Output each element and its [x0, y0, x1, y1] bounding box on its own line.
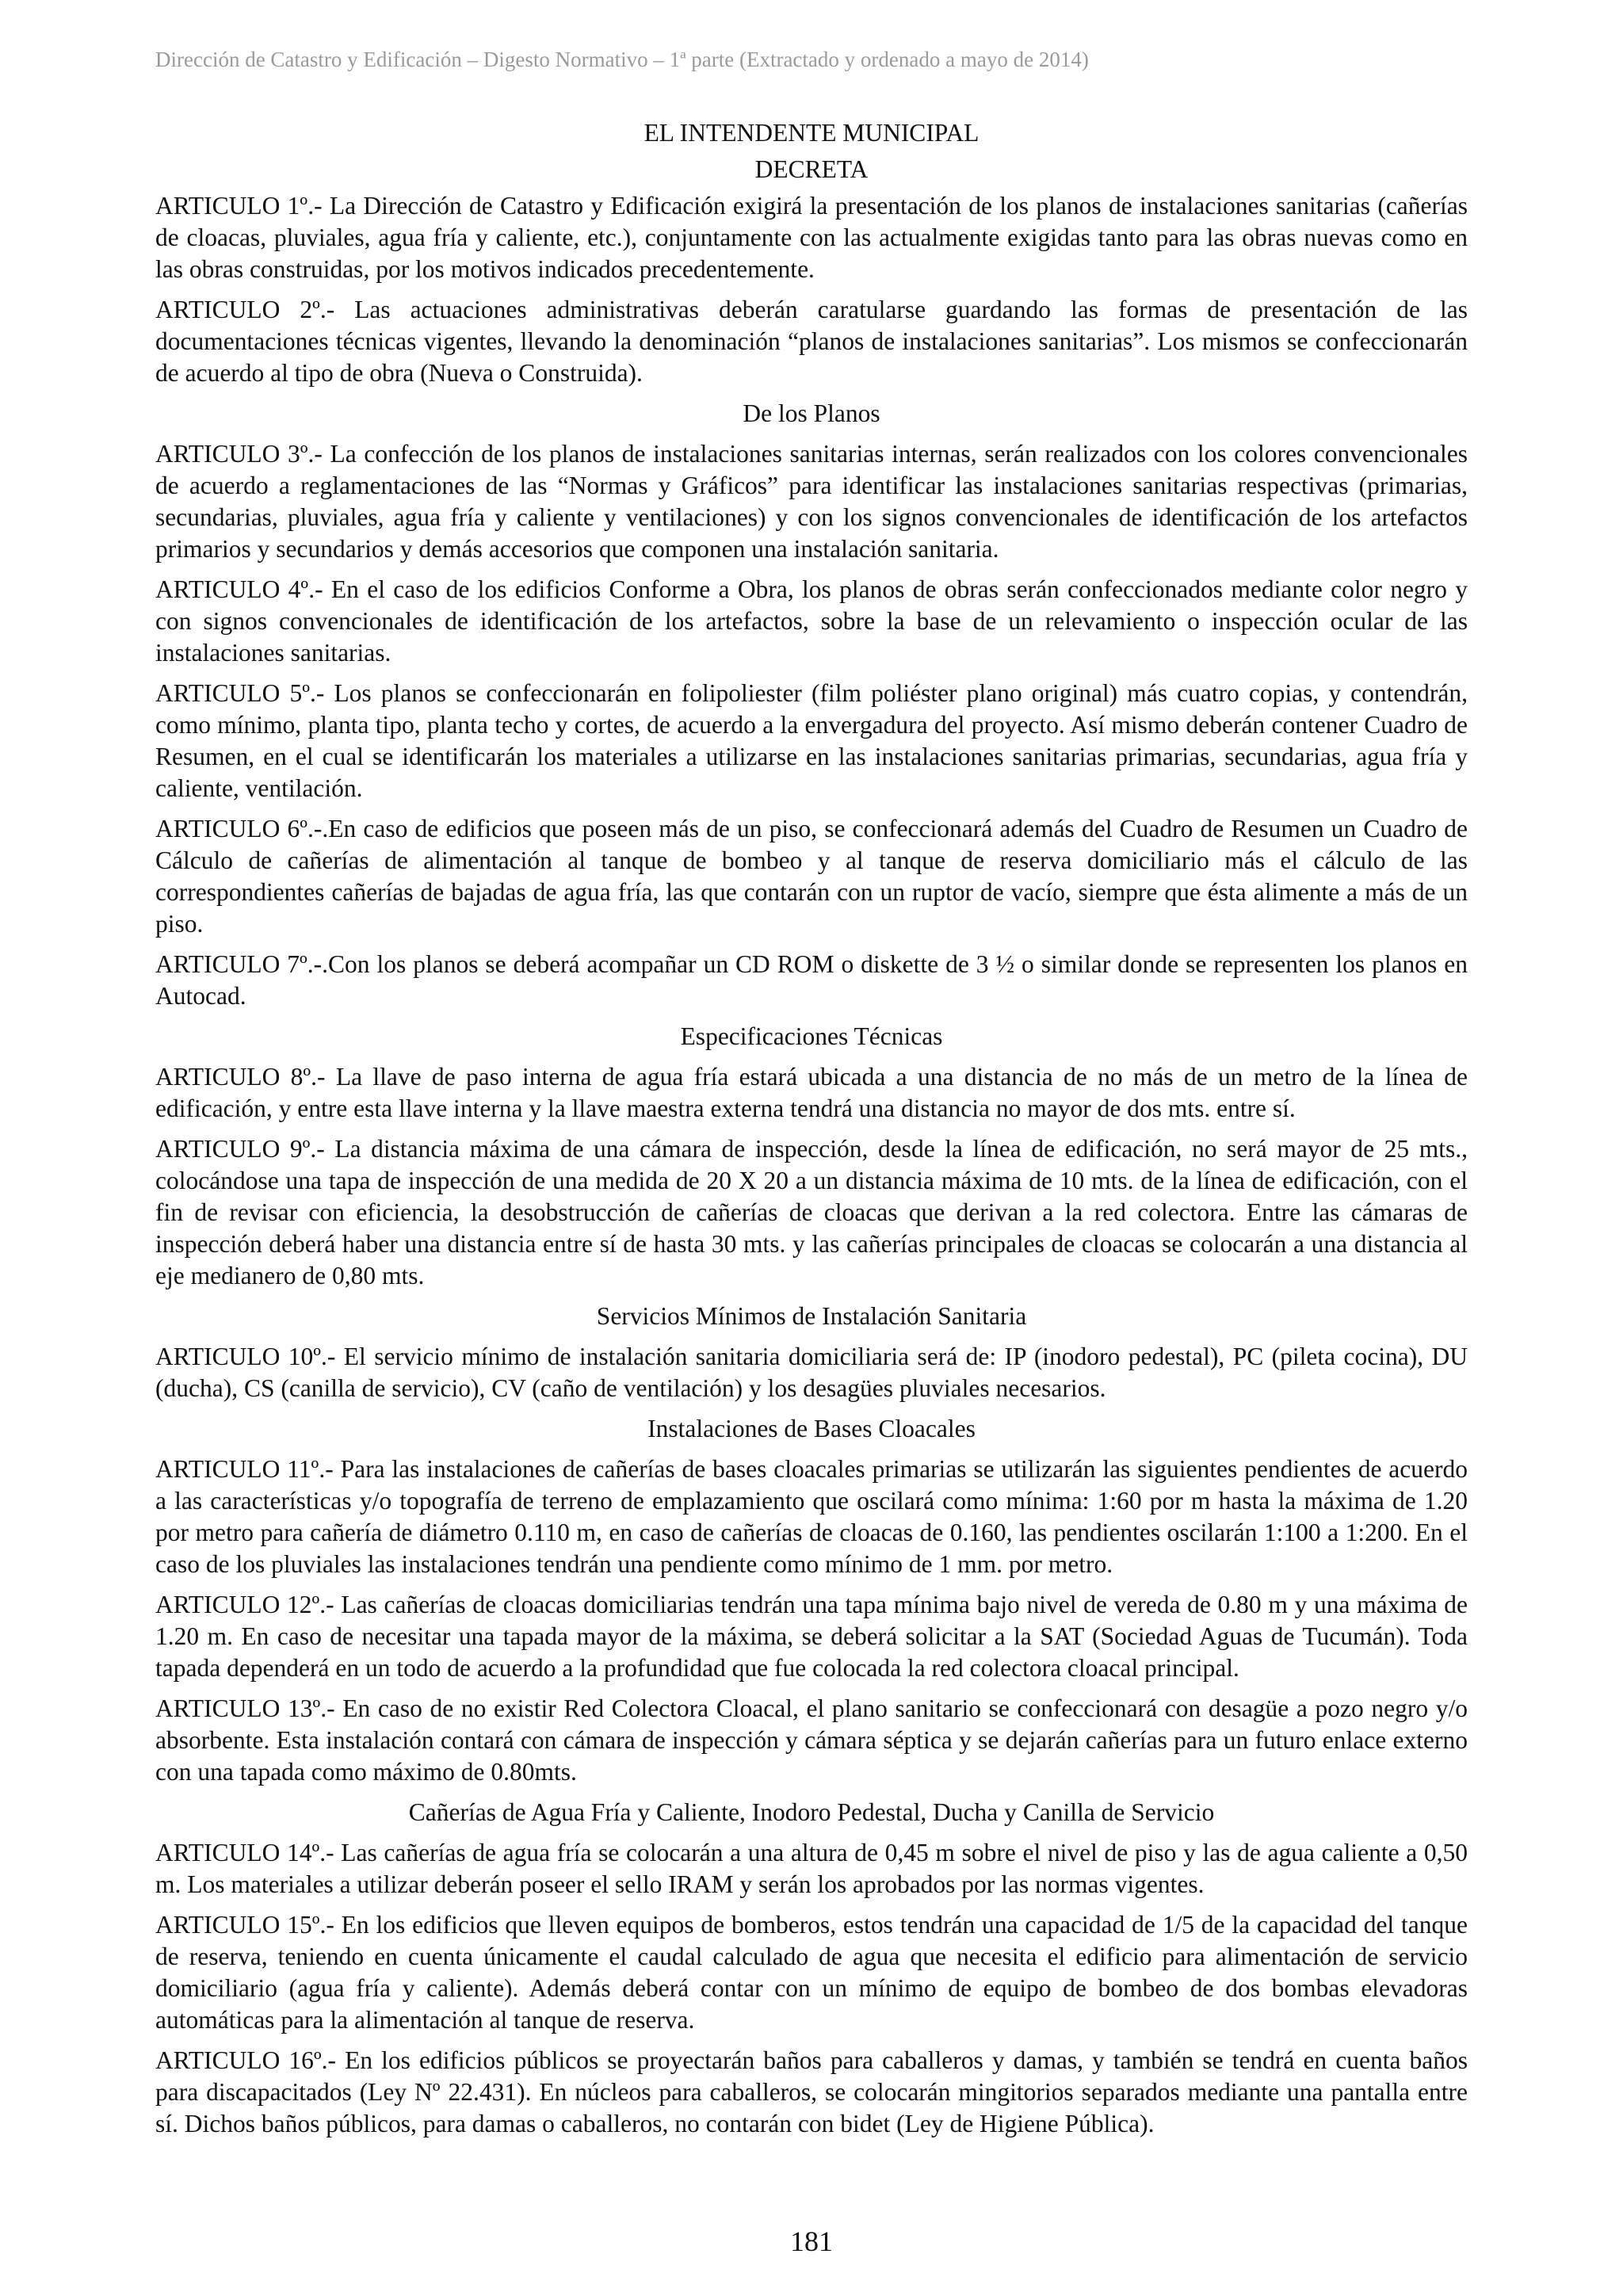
article-paragraph: ARTICULO 16º.- En los edificios públicos se proyectarán baños para caballeros y damas, y también se tendrá en cuenta baños para discapacitados (Ley Nº 22.431). En núcleos para caballeros, se colocarán mingitorios separados mediante una pantalla entre sí. Dichos baños públicos, para damas o caballeros, no contarán con bidet (Ley de Higiene Pública).: [155, 2046, 1468, 2137]
article-paragraph: ARTICULO 7º.-.Con los planos se deberá acompañar un CD ROM o diskette de 3 ½ o similar donde se representen los planos en Autocad.: [155, 950, 1468, 1010]
section-subheading: Servicios Mínimos de Instalación Sanitaria: [596, 1302, 1027, 1330]
article-paragraph: ARTICULO 2º.- Las actuaciones administrativas deberán caratularse guardando las formas de presentación de las documentaciones técnicas vigentes, llevando la denominación “planos de instalaciones sanitarias”. Los mismos se confeccionarán de acuerdo al tipo de obra (Nueva o Construida).: [155, 296, 1468, 387]
decree-heading: DECRETA: [754, 155, 869, 183]
section-subheading: Cañerías de Agua Fría y Caliente, Inodoro Pedestal, Ducha y Canilla de Servicio: [408, 1798, 1215, 1826]
article-paragraph: ARTICULO 15º.- En los edificios que lleven equipos de bomberos, estos tendrán una capacidad de 1/5 de la capacidad del tanque de reserva, teniendo en cuenta únicamente el caudal calculado de agua que necesita el edificio para alimentación de servicio domiciliario (agua fría y caliente). Además deberá contar con un mínimo de equipo de bombeo de dos bombas elevadoras automáticas para la alimentación al tanque de reserva.: [155, 1911, 1468, 2034]
article-paragraph: ARTICULO 10º.- El servicio mínimo de instalación sanitaria domiciliaria será de: IP (inodoro pedestal), PC (pileta cocina), DU (ducha), CS (canilla de servicio), CV (caño de ventilación) y los desagües pluviales necesarios.: [155, 1343, 1468, 1402]
article-paragraph: ARTICULO 11º.- Para las instalaciones de cañerías de bases cloacales primarias se utilizarán las siguientes pendientes de acuerdo a las características y/o topografía de terreno de emplazamiento que oscilará como mínima: 1:60 por m hasta la máxima de 1.20 por metro para cañería de diámetro 0.110 m, en caso de cañerías de cloacas de 0.160, las pendientes oscilarán 1:100 a 1:200. En el caso de los pluviales las instalaciones tendrán una pendiente como mínimo de 1 mm. por metro.: [155, 1455, 1468, 1578]
article-paragraph: ARTICULO 3º.- La confección de los planos de instalaciones sanitarias internas, serán realizados con los colores convencionales de acuerdo a reglamentaciones de las “Normas y Gráficos” para identificar las instalaciones sanitarias respectivas (primarias, secundarias, pluviales, agua fría y caliente y ventilaciones) y con los signos convencionales de identificación de los artefactos primarios y secundarios y demás accesorios que componen una instalación sanitaria.: [155, 440, 1468, 563]
article-paragraph: ARTICULO 6º.-.En caso de edificios que poseen más de un piso, se confeccionará además del Cuadro de Resumen un Cuadro de Cálculo de cañerías de alimentación al tanque de bombeo y al tanque de reserva domiciliario más el cálculo de las correspondientes cañerías de bajadas de agua fría, las que contarán con un ruptor de vacío, siempre que ésta alimente a más de un piso.: [155, 815, 1468, 938]
page-number: 181: [790, 2225, 833, 2257]
article-paragraph: ARTICULO 1º.- La Dirección de Catastro y Edificación exigirá la presentación de los planos de instalaciones sanitarias (cañerías de cloacas, pluviales, agua fría y caliente, etc.), conjuntamente con las actualmente exigidas tanto para las obras nuevas como en las obras construidas, por los motivos indicados precedentemente.: [155, 192, 1468, 283]
article-paragraph: ARTICULO 9º.- La distancia máxima de una cámara de inspección, desde la línea de edificación, no será mayor de 25 mts., colocándose una tapa de inspección de una medida de 20 X 20 a un distancia máxima de 10 mts. de la línea de edificación, con el fin de revisar con eficiencia, la desobstrucción de cañerías de cloacas que derivan a la red colectora. Entre las cámaras de inspección deberá haber una distancia entre sí de hasta 30 mts. y las cañerías principales de cloacas se colocarán a una distancia al eje medianero de 0,80 mts.: [155, 1135, 1468, 1289]
article-paragraph: ARTICULO 14º.- Las cañerías de agua fría se colocarán a una altura de 0,45 m sobre el nivel de piso y las de agua caliente a 0,50 m. Los materiales a utilizar deberán poseer el sello IRAM y serán los aprobados por las normas vigentes.: [155, 1839, 1468, 1898]
article-list: [155, 190, 1468, 2140]
article-paragraph: ARTICULO 13º.- En caso de no existir Red Colectora Cloacal, el plano sanitario se confeccionará con desagüe a pozo negro y/o absorbente. Esta instalación contará con cámara de inspección y cámara séptica y se dejarán cañerías para un futuro enlace externo con una tapada como máximo de 0.80mts.: [155, 1694, 1468, 1786]
document-body: [155, 117, 1468, 2149]
section-subheading: Especificaciones Técnicas: [680, 1022, 943, 1050]
article-paragraph: ARTICULO 8º.- La llave de paso interna de agua fría estará ubicada a una distancia de no más de un metro de la línea de edificación, y entre esta llave interna y la llave maestra externa tendrá una distancia no mayor de dos mts. entre sí.: [155, 1063, 1468, 1122]
section-subheading: Instalaciones de Bases Cloacales: [647, 1415, 976, 1442]
article-paragraph: ARTICULO 5º.- Los planos se confeccionarán en folipoliester (film poliéster plano original) más cuatro copias, y contendrán, como mínimo, planta tipo, planta techo y cortes, de acuerdo a la envergadura del proyecto. Así mismo deberán contener Cuadro de Resumen, en el cual se identificarán los materiales a utilizarse en las instalaciones sanitarias primarias, secundarias, agua fría y caliente, ventilación.: [155, 679, 1468, 802]
issuer-heading: EL INTENDENTE MUNICIPAL: [643, 119, 980, 147]
running-header: Dirección de Catastro y Edificación – Digesto Normativo – 1ª parte (Extractado y ordenado a mayo de 2014): [155, 48, 1089, 71]
article-paragraph: ARTICULO 12º.- Las cañerías de cloacas domiciliarias tendrán una tapa mínima bajo nivel de vereda de 0.80 m y una máxima de 1.20 m. En caso de necesitar una tapada mayor de la máxima, se deberá solicitar a la SAT (Sociedad Aguas de Tucumán). Toda tapada dependerá en un todo de acuerdo a la profundidad que fue colocada la red colectora cloacal principal.: [155, 1591, 1468, 1682]
article-paragraph: ARTICULO 4º.- En el caso de los edificios Conforme a Obra, los planos de obras serán confeccionados mediante color negro y con signos convencionales de identificación de los artefactos, sobre la base de un relevamiento o inspección ocular de las instalaciones sanitarias.: [155, 575, 1468, 667]
section-subheading: De los Planos: [743, 399, 880, 427]
